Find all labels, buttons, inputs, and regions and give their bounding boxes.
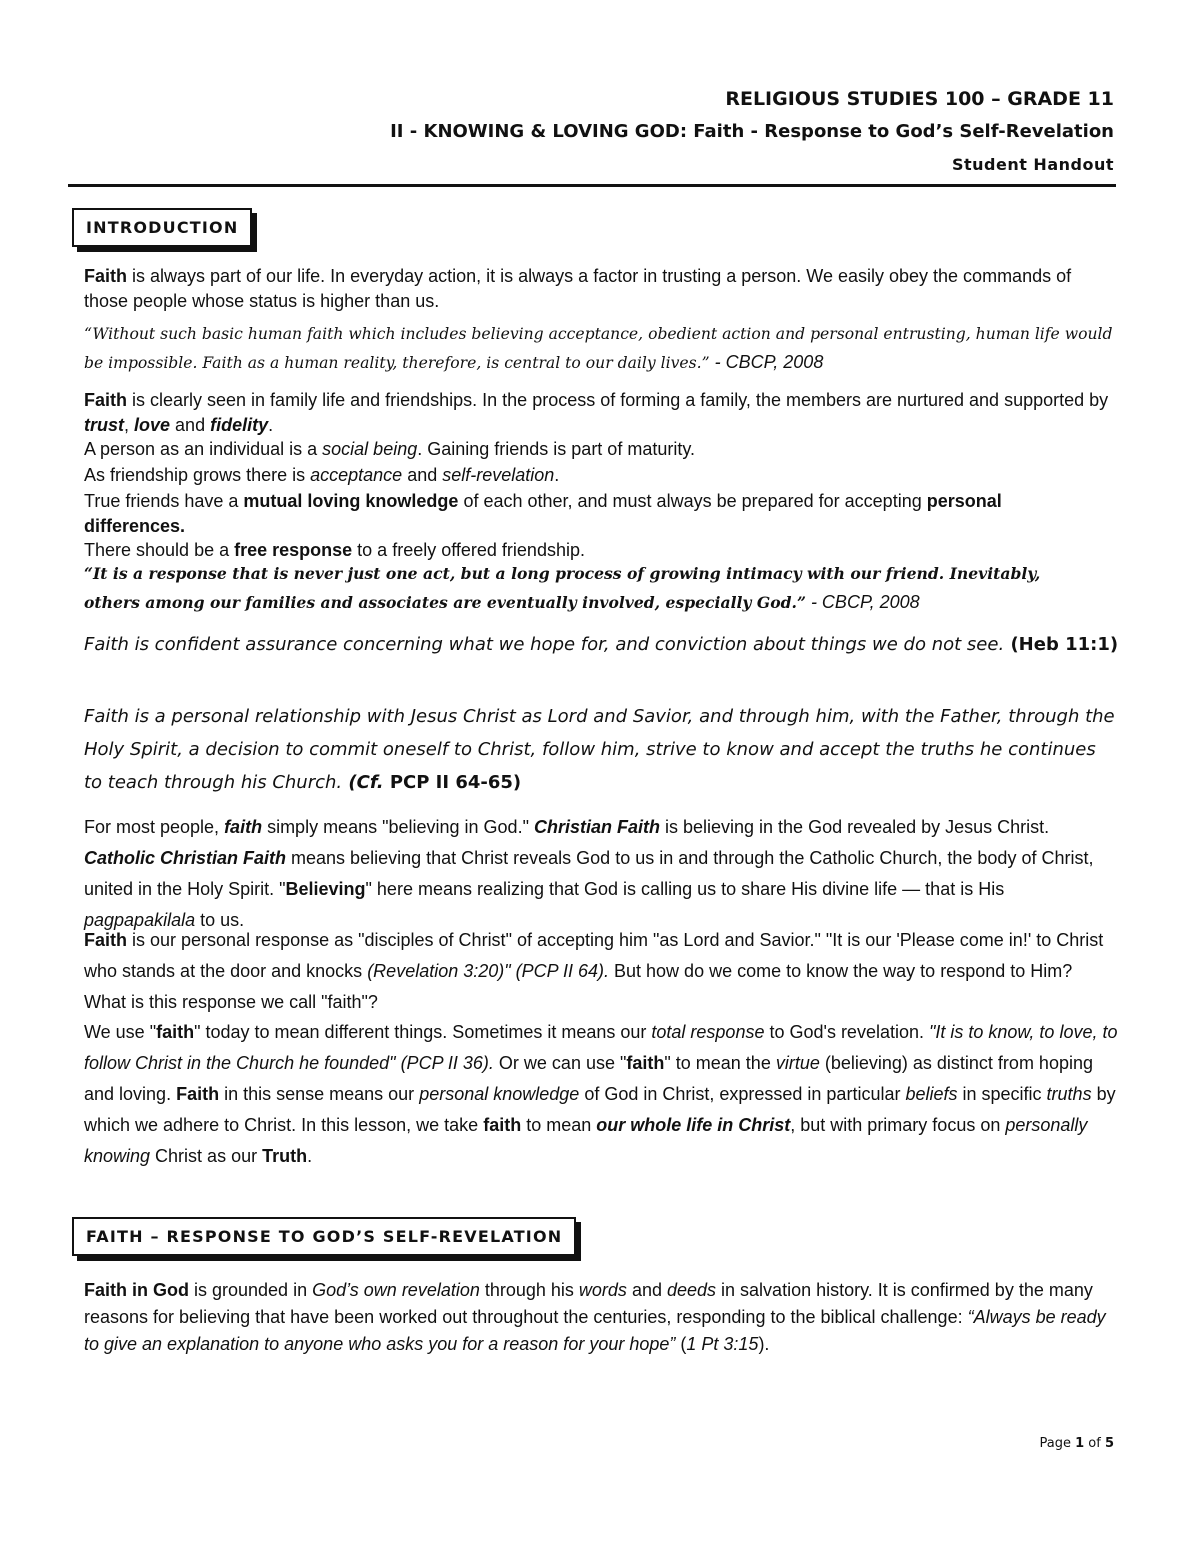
intro-paragraph-2 [84, 388, 1119, 437]
paragraph-text: . [268, 414, 274, 435]
term-whole-life: our whole life in Christ [596, 1115, 791, 1135]
quote-citation: - CBCP, 2008 [805, 592, 920, 612]
total-pages: 5 [1104, 1436, 1114, 1451]
paragraph-text: . [307, 1146, 313, 1166]
paragraph-text: is grounded in [189, 1280, 313, 1300]
term-personally-knowing: personally knowing [84, 1115, 1088, 1166]
intro-paragraph-4 [84, 463, 1119, 488]
term-faith-in-god: Faith in God [84, 1280, 189, 1300]
revelation-reference: (Revelation 3:20)" (PCP II 64). [367, 961, 610, 981]
paragraph-text: " today to mean different things. Sometimes it means our [194, 1022, 652, 1042]
paragraph-text: and [402, 465, 443, 485]
paragraph-text: , [124, 414, 135, 435]
paragraph-text: ). [758, 1334, 770, 1354]
term-acceptance: acceptance [310, 465, 403, 485]
intro-paragraph-1 [84, 264, 1119, 313]
page-label: Page [1039, 1436, 1076, 1451]
term-social-being: social being [322, 439, 418, 459]
paragraph-text: to a freely offered friendship. [352, 540, 585, 560]
page-number [1040, 1436, 1115, 1451]
term-love: love [134, 414, 171, 435]
paragraph-text: True friends have a [84, 491, 244, 511]
term-believing: Believing [285, 879, 366, 899]
page-of-label: of [1084, 1436, 1105, 1451]
intro-paragraph-3 [84, 437, 1119, 462]
quote-citation: - CBCP, 2008 [709, 352, 824, 372]
definition-text: Faith is confident assurance concerning what we hope for, and conviction about things we do not see. [84, 634, 1005, 655]
paragraph-text: is clearly seen in family life and friendships. In the process of forming a family, the members are nurtured and supported by [127, 390, 1109, 410]
paragraph-text: to God's revelation. [764, 1022, 929, 1042]
term-virtue: virtue [775, 1053, 820, 1073]
pcp-reference: PCP II 64-65) [383, 772, 522, 793]
intro-paragraph-5 [84, 489, 1064, 538]
paragraph-text: " here means realizing that God is calling us to share His divine life — that is His [365, 879, 1005, 899]
paragraph-text: Or we can use " [493, 1053, 627, 1073]
term-faith: Faith [84, 930, 127, 950]
paragraph-text: A person as an individual is a [84, 439, 323, 459]
paragraph-text: We use " [84, 1022, 157, 1042]
term-faith: Faith [176, 1084, 220, 1104]
paragraph-text: means believing that Christ reveals God to us in and through the Catholic Church, the body of Christ, united in the Holy Spirit. " [84, 848, 1094, 899]
term-self-revelation: self-revelation [442, 465, 555, 485]
paragraph-text: is our personal response as "disciples of Christ" of accepting him "as Lord and Savior." "It is our 'Please come in!' to Christ who stands at the door and knocks [84, 930, 1104, 981]
paragraph-text: As friendship grows there is [84, 465, 311, 485]
term-gods-own-revelation: God’s own revelation [312, 1280, 480, 1300]
term-catholic-christian-faith: Catholic Christian Faith [84, 848, 287, 868]
paragraph-text: . Gaining friends is part of maturity. [417, 439, 695, 459]
peter-quote: “Always be ready to give an explanation to anyone who asks you for a reason for your hope” [84, 1307, 1106, 1354]
scripture-reference: (Heb 11:1) [1004, 634, 1119, 655]
paragraph-text: of each other, and must always be prepared for accepting [458, 491, 927, 511]
paragraph-text: simply means "believing in God." [262, 817, 534, 837]
term-truth: Truth [262, 1146, 308, 1166]
pcp-quote: "It is to know, to love, to follow Christ in the Church he founded" (PCP II 36). [84, 1022, 1118, 1073]
scripture-reference: 1 Pt 3:15 [686, 1334, 759, 1354]
term-total-response: total response [651, 1022, 765, 1042]
paragraph-text: (believing) as distinct from hoping and loving. [84, 1053, 1093, 1104]
hebrews-definition [84, 628, 1119, 661]
term-truths: truths [1046, 1084, 1092, 1104]
unit-title: II - KNOWING & LOVING GOD: Faith - Response to God’s Self-Revelation [390, 121, 1114, 142]
term-beliefs: beliefs [905, 1084, 958, 1104]
body-paragraph-2 [84, 925, 1119, 1018]
paragraph-text: ( [675, 1334, 687, 1354]
term-pagpapakilala: pagpapakilala [84, 910, 196, 930]
quote-text: “Without such basic human faith which includes believing acceptance, obedient action and personal entrusting, human life would be impossible. Faith as a human reality, therefore, is central to our daily lives.” [84, 325, 1113, 372]
paragraph-text: . [554, 465, 560, 485]
term-trust: trust [84, 414, 124, 435]
paragraph-text: Christ as our [150, 1146, 263, 1166]
faith-section-paragraph [84, 1277, 1119, 1358]
term-personal-knowledge: personal knowledge [419, 1084, 580, 1104]
pcp-definition [84, 700, 1119, 799]
quote-cbcp-1 [84, 320, 1114, 377]
body-paragraph-1 [84, 812, 1119, 936]
paragraph-text: to us. [195, 910, 245, 930]
paragraph-text: For most people, [84, 817, 225, 837]
term-faith: faith [156, 1022, 195, 1042]
paragraph-text: , but with primary focus on [790, 1115, 1006, 1135]
paragraph-text: " to mean the [664, 1053, 776, 1073]
paragraph-text: in specific [957, 1084, 1047, 1104]
quote-cbcp-2 [84, 560, 1074, 617]
paragraph-text: in salvation history. It is confirmed by the many reasons for believing that have been worked out throughout the centuries, responding to the biblical challenge: [84, 1280, 1093, 1327]
paragraph-text: But how do we come to know the way to respond to Him? What is this response we call "faith"? [84, 961, 1073, 1012]
term-deeds: deeds [666, 1280, 717, 1300]
paragraph-text: is always part of our life. In everyday action, it is always a factor in trusting a person. We easily obey the commands of those people whose status is higher than us. [84, 266, 1072, 311]
paragraph-text: by which we adhere to Christ. In this lesson, we take [84, 1084, 1116, 1135]
current-page: 1 [1075, 1436, 1085, 1451]
document-type: Student Handout [951, 155, 1114, 174]
term-faith: faith [483, 1115, 522, 1135]
section-heading-faith-response: FAITH – RESPONSE TO GOD’S SELF-REVELATION [72, 1217, 576, 1256]
paragraph-text: is believing in the God revealed by Jesus Christ. [659, 817, 1050, 837]
paragraph-text: through his [479, 1280, 579, 1300]
paragraph-text: of God in Christ, expressed in particular [579, 1084, 906, 1104]
term-free-response: free response [234, 540, 353, 560]
course-title: RELIGIOUS STUDIES 100 – GRADE 11 [725, 88, 1114, 110]
term-personal-differences: personal differences. [84, 491, 1002, 536]
term-faith: faith [626, 1053, 665, 1073]
body-paragraph-3 [84, 1017, 1119, 1172]
term-mutual-loving-knowledge: mutual loving knowledge [243, 491, 459, 511]
faith-term: Faith [84, 390, 127, 410]
paragraph-text: to mean [521, 1115, 597, 1135]
section-heading-introduction: INTRODUCTION [72, 208, 252, 247]
header-divider [68, 184, 1116, 187]
paragraph-text: and [626, 1280, 667, 1300]
term-fidelity: fidelity [210, 414, 269, 435]
faith-term: Faith [84, 266, 127, 286]
paragraph-text: in this sense means our [219, 1084, 420, 1104]
term-faith: faith [224, 817, 263, 837]
intro-paragraph-6 [84, 538, 1119, 563]
term-words: words [578, 1280, 627, 1300]
quote-text: “It is a response that is never just one act, but a long process of growing intimacy with our friend. Inevitably, others among our families and associates are eventually involved, especially God.” [84, 564, 1041, 612]
cf-marker: (Cf. [342, 772, 384, 793]
paragraph-text: and [170, 414, 211, 435]
definition-text: Faith is a personal relationship with Jesus Christ as Lord and Savior, and through him, with the Father, through the Holy Spirit, a decision to commit oneself to Christ, follow him, strive to know and accept the truths he continues to teach through his Church. [84, 706, 1115, 793]
term-christian-faith: Christian Faith [533, 817, 660, 837]
paragraph-text: There should be a [84, 540, 235, 560]
